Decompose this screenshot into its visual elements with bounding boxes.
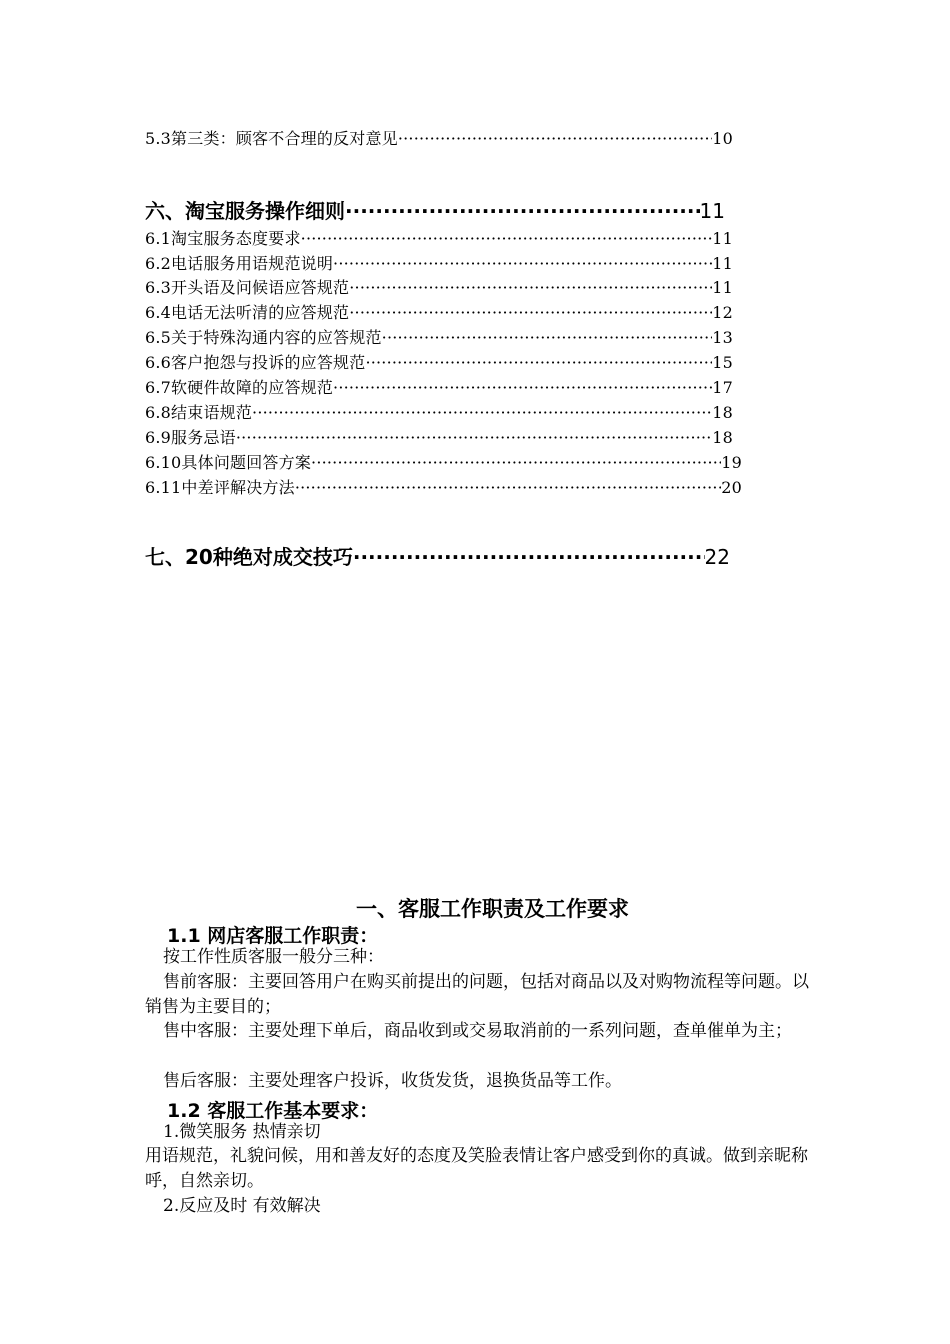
toc-entry-6-2: [145, 251, 733, 274]
toc-entry-label: 6.3开头语及问候语应答规范: [145, 278, 350, 297]
toc-entry-page: 11: [712, 254, 733, 273]
toc-entry-6-3: [145, 275, 733, 298]
toc-entry-label: 6.1淘宝服务态度要求: [145, 229, 301, 248]
toc-entry-label: 6.7软硬件故障的应答规范: [145, 378, 334, 397]
paragraph: 售中客服：主要处理下单后，商品收到或交易取消前的一系列问题，查单催单为主；: [163, 1021, 792, 1041]
toc-entry-5-3: [145, 126, 733, 149]
toc-leader-dots: [382, 328, 713, 347]
toc-entry-page: 17: [712, 378, 733, 397]
toc-leader-dots: [349, 278, 712, 297]
paragraph: 售前客服：主要回答用户在购买前提出的问题，包括对商品以及对购物流程等问题。以销售为主要目的；: [145, 972, 809, 1017]
toc-leader-dots: [301, 229, 713, 248]
subsection-title-1-2: 1.2 客服工作基本要求：: [167, 1100, 379, 1122]
paragraph: 售后客服：主要处理客户投诉，收货发货，退换货品等工作。: [163, 1071, 622, 1091]
toc-entry-label: 5.3第三类：顾客不合理的反对意见: [145, 129, 398, 148]
toc-entry-6-1: [145, 226, 733, 249]
toc-section-page: 22: [704, 545, 730, 569]
paragraph: 1.微笑服务 热情亲切: [163, 1122, 321, 1142]
toc-entry-label: 6.10具体问题回答方案: [145, 453, 312, 472]
toc-entry-label: 6.4电话无法听清的应答规范: [145, 303, 350, 322]
toc-section-6: [145, 195, 725, 224]
toc-entry-6-7: [145, 375, 733, 398]
paragraph: 按工作性质客服一般分三种：: [163, 947, 384, 967]
paragraph: 用语规范，礼貌问候，用和善友好的态度及笑脸表情让客户感受到你的真诚。做到亲昵称呼，自然亲切。: [145, 1146, 808, 1191]
toc-entry-page: 11: [712, 229, 733, 248]
toc-entry-6-10: [145, 450, 742, 473]
toc-entry-label: 6.6客户抱怨与投诉的应答规范: [145, 353, 366, 372]
chapter-title: 一、客服工作职责及工作要求: [356, 897, 629, 921]
toc-leader-dots: [353, 545, 705, 569]
toc-entry-label: 6.9服务忌语: [145, 428, 236, 447]
toc-entry-page: 18: [712, 403, 733, 422]
toc-section-7: [145, 541, 730, 570]
toc-entry-page: 20: [721, 478, 742, 497]
toc-leader-dots: [333, 254, 712, 273]
toc-entry-page: 12: [712, 303, 733, 322]
toc-entry-label: 6.5关于特殊沟通内容的应答规范: [145, 328, 382, 347]
toc-leader-dots: [236, 428, 712, 447]
toc-section-label: 七、20种绝对成交技巧: [145, 545, 353, 569]
toc-leader-dots: [333, 378, 712, 397]
toc-entry-page: 15: [712, 353, 733, 372]
toc-leader-dots: [365, 353, 712, 372]
toc-entry-page: 19: [721, 453, 742, 472]
toc-section-label: 六、淘宝服务操作细则: [145, 199, 345, 223]
toc-entry-page: 13: [712, 328, 733, 347]
toc-entry-6-5: [145, 325, 733, 348]
toc-entry-6-9: [145, 425, 733, 448]
toc-entry-label: 6.8结束语规范: [145, 403, 253, 422]
toc-entry-6-8: [145, 400, 733, 423]
paragraph: 2.反应及时 有效解决: [163, 1196, 321, 1216]
toc-entry-page: 18: [712, 428, 733, 447]
toc-leader-dots: [398, 129, 712, 148]
toc-leader-dots: [295, 478, 721, 497]
toc-entry-page: 11: [712, 278, 733, 297]
toc-leader-dots: [252, 403, 712, 422]
toc-entry-label: 6.11中差评解决方法: [145, 478, 295, 497]
toc-leader-dots: [345, 199, 700, 223]
toc-leader-dots: [349, 303, 712, 322]
toc-entry-6-6: [145, 350, 733, 373]
toc-leader-dots: [311, 453, 721, 472]
toc-entry-6-11: [145, 475, 742, 498]
subsection-title-1-1: 1.1 网店客服工作职责：: [167, 925, 379, 947]
toc-section-page: 11: [699, 199, 725, 223]
toc-entry-6-4: [145, 300, 733, 323]
toc-entry-page: 10: [712, 129, 733, 148]
toc-entry-label: 6.2电话服务用语规范说明: [145, 254, 334, 273]
